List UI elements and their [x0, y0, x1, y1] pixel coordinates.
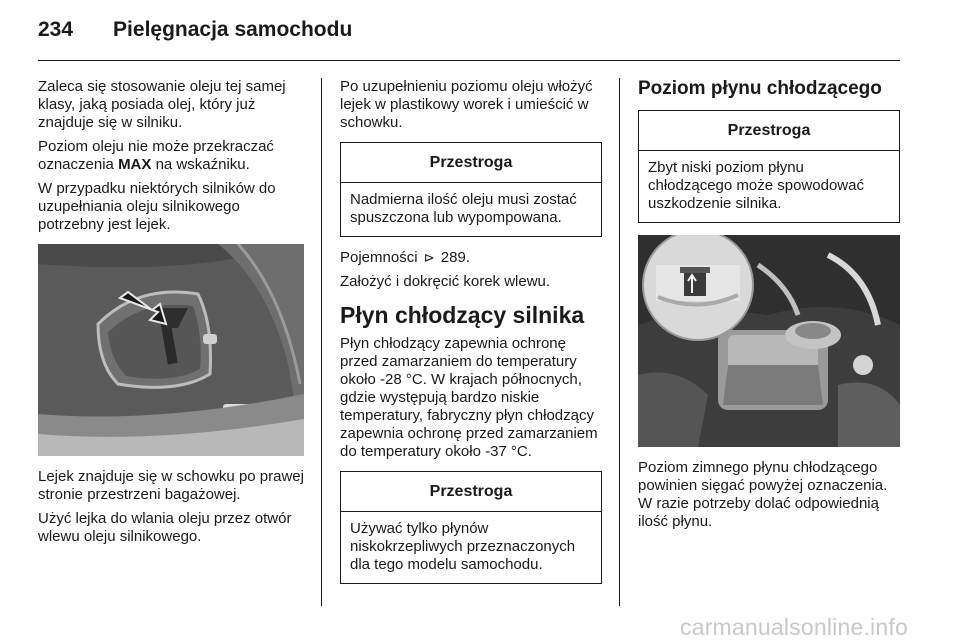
chapter-title: Pielęgnacja samochodu	[113, 18, 353, 41]
caution-title: Przestroga	[341, 143, 601, 183]
column-divider	[619, 78, 620, 606]
trunk-illustration	[38, 244, 304, 456]
caution-box	[340, 142, 602, 237]
engine-illustration	[638, 235, 900, 447]
paragraph: Poziom zimnego płynu chłodzącego powinien sięgać powyżej oznaczenia. W razie potrzeby dolać odpowiednią ilość płynu.	[638, 459, 888, 530]
paragraph: Użyć lejka do wlania oleju przez otwór wlewu oleju silnikowego.	[38, 510, 292, 545]
column-1	[38, 78, 304, 552]
section-heading: Poziom płynu chłodzącego	[638, 78, 882, 99]
watermark: carmanualsonline.info	[680, 614, 908, 640]
paragraph: W przypadku niektórych silników do uzupełniania oleju silnikowego potrzebny jest lejek.	[38, 180, 276, 233]
caution-text: Nadmierna ilość oleju musi zostać spuszczona lub wypompowana.	[350, 191, 577, 226]
caution-box	[638, 110, 900, 223]
paragraph: Założyć i dokręcić korek wlewu.	[340, 273, 551, 290]
trunk-funnel-photo	[38, 244, 304, 456]
page-header	[38, 18, 352, 42]
paragraph: Poziom oleju nie może przekraczać oznaczenia MAX na wskaźniku.	[38, 138, 274, 173]
max-mark: MAX	[118, 156, 152, 173]
paragraph: Płyn chłodzący zapewnia ochronę przed zamarzaniem do temperatury około -28 °C. W krajach północnych, gdzie występują bardzo niskie temperatury, fabryczny płyn chłodzący zapewnia ochronę przed zamarzaniem do temperatury około -37 °C.	[340, 335, 598, 460]
caution-text: Zbyt niski poziom płynu chłodzącego może spowodować uszkodzenie silnika.	[648, 159, 864, 212]
caution-title: Przestroga	[341, 472, 601, 512]
column-3	[638, 78, 900, 537]
caution-title: Przestroga	[639, 111, 899, 151]
page-reference-icon[interactable]: ⊳	[423, 250, 435, 265]
caution-text: Używać tylko płynów niskokrzepliwych przeznaczonych dla tego modelu samochodu.	[350, 520, 576, 573]
paragraph: Po uzupełnieniu poziomu oleju włożyć lejek w plastikowy worek i umieścić w schowku.	[340, 78, 593, 131]
column-divider	[321, 78, 322, 606]
header-rule	[38, 60, 900, 61]
page-number: 234	[38, 18, 74, 41]
section-heading: Płyn chłodzący silnika	[340, 302, 585, 328]
caution-box	[340, 471, 602, 584]
paragraph: Lejek znajduje się w schowku po prawej stronie przestrzeni bagażowej.	[38, 468, 304, 503]
engine-coolant-photo	[638, 235, 900, 447]
column-2	[340, 78, 602, 596]
page-reference[interactable]: 289.	[436, 249, 470, 266]
paragraph: Zaleca się stosowanie oleju tej samej klasy, jaką posiada olej, który już znajduje się w silniku.	[38, 78, 286, 131]
paragraph: Pojemności ⊳ 289.	[340, 249, 470, 266]
